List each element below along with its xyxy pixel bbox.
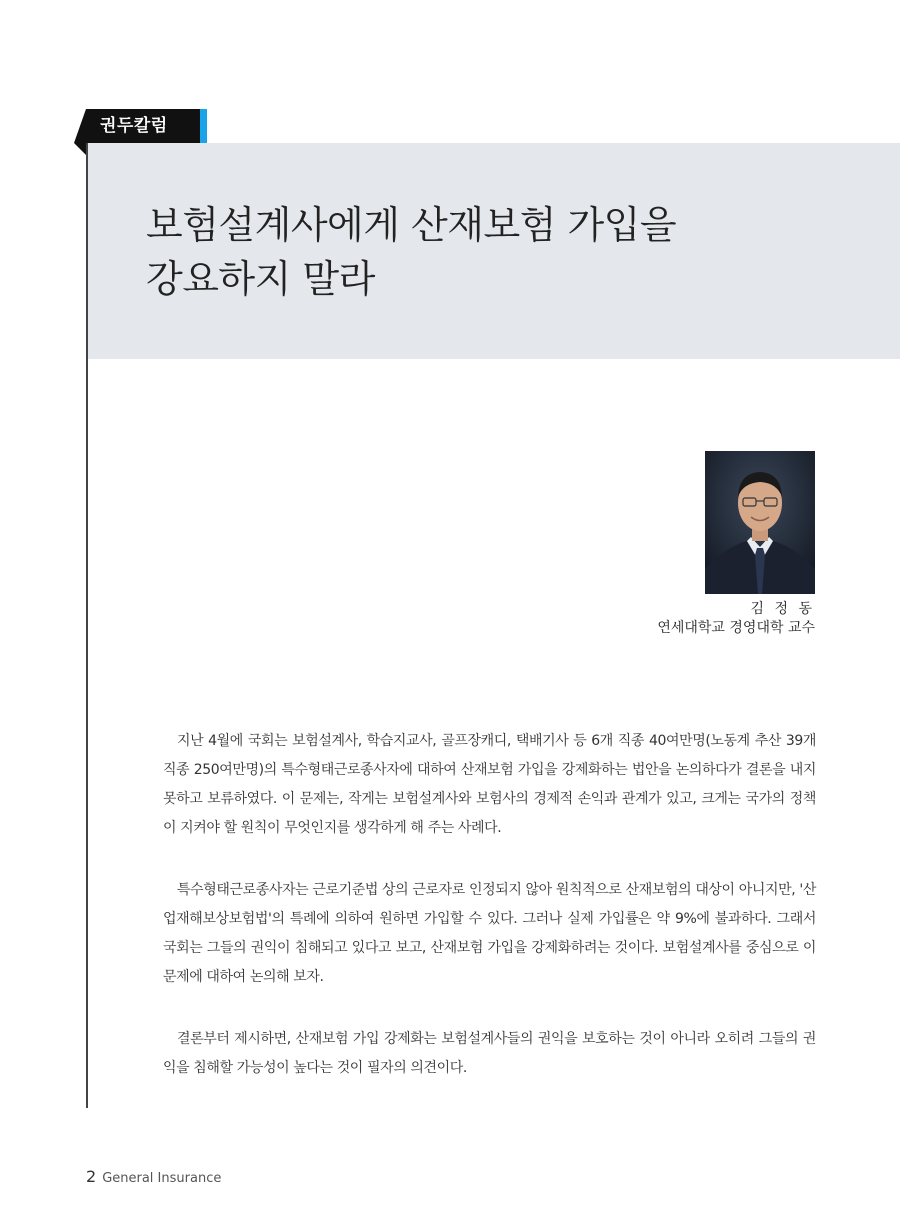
page-footer: [86, 1167, 221, 1186]
paragraph-2: 특수형태근로종사자는 근로기준법 상의 근로자로 인정되지 않아 원칙적으로 산재보험의 대상이 아니지만, '산업재해보상보험법'의 특례에 의하여 원하면 가입할 수 있다. 그러나 실제 가입률은 약 9%에 불과하다. 그래서 국회는 그들의 권익이 침해되고 있다고 보고, 산재보험 가입을 강제화하려는 것이다. 보험설계사를 중심으로 이 문제에 대하여 논의해 보자.: [163, 882, 816, 985]
publication-name: General Insurance: [102, 1171, 222, 1186]
section-tag: [74, 109, 207, 143]
article-title: [146, 198, 676, 306]
page-number: 2: [86, 1167, 97, 1186]
corner-decoration: [74, 143, 86, 155]
section-tag-label: 권두칼럼: [100, 116, 168, 136]
section-tag-accent: [200, 109, 207, 143]
paragraph-1: 지난 4월에 국회는 보험설계사, 학습지교사, 골프장캐디, 택배기사 등 6개 직종 40여만명(노동계 추산 39개 직종 250여만명)의 특수형태근로종사자에 대하여 산재보험 가입을 강제화하는 법안을 논의하다가 결론을 내지 못하고 보류하였다. 이 문제는, 작게는 보험설계사와 보험사의 경제적 손익과 관계가 있고, 크게는 국가의 정책이 지켜야 할 원칙이 무엇인지를 생각하게 해 주는 사례다.: [163, 733, 816, 836]
article-title-line-2: 강요하지 말라: [146, 257, 375, 301]
author-portrait-illustration: [705, 451, 815, 594]
author-name: 김 정 동: [750, 601, 815, 617]
article-title-line-1: 보험설계사에게 산재보험 가입을: [146, 203, 677, 247]
article-body: [163, 727, 816, 1116]
author-photo: [705, 451, 815, 594]
author-affiliation: 연세대학교 경영대학 교수: [657, 620, 815, 636]
paragraph-3: 결론부터 제시하면, 산재보험 가입 강제화는 보험설계사들의 권익을 보호하는 것이 아니라 오히려 그들의 권익을 침해할 가능성이 높다는 것이 필자의 의견이다.: [163, 1031, 816, 1076]
